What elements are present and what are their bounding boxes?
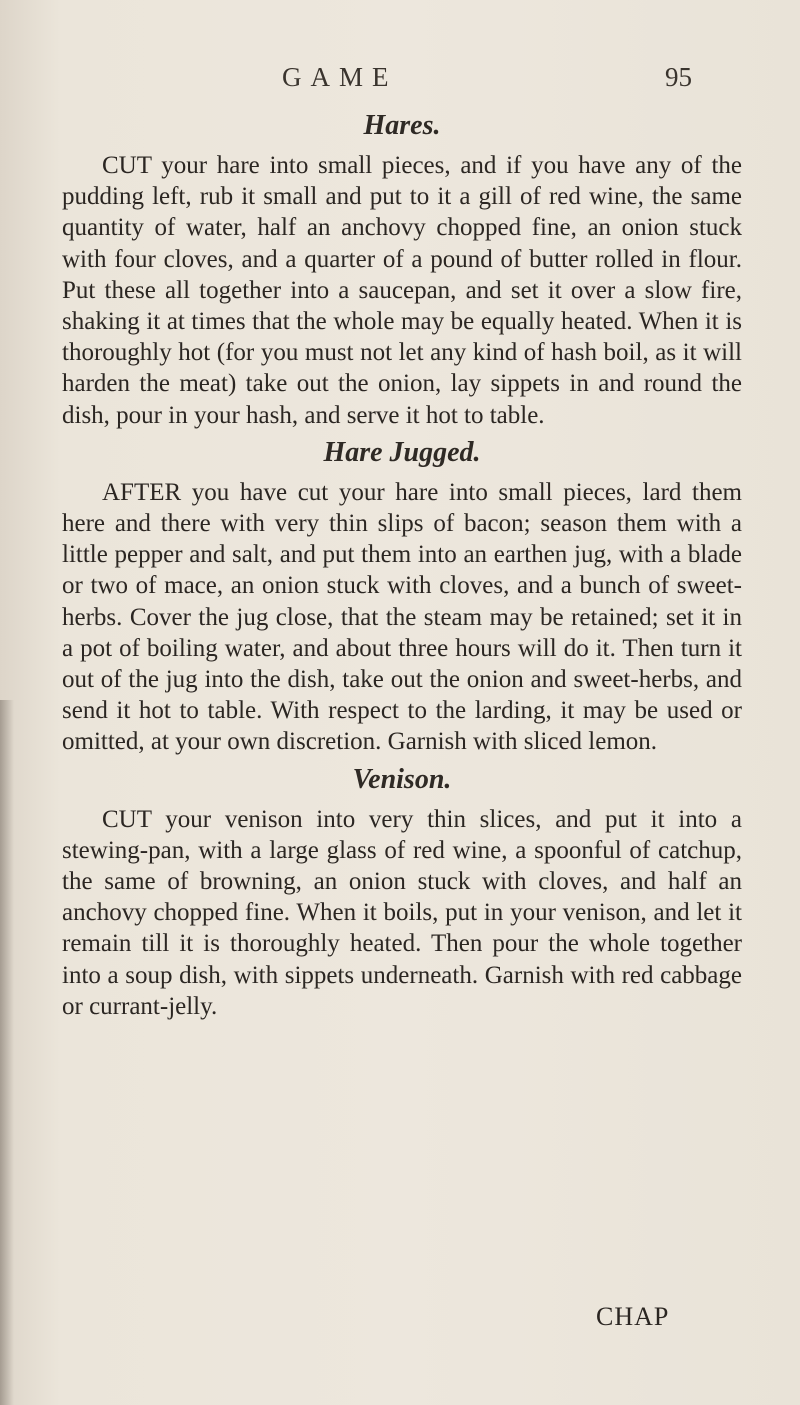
recipe-heading: Venison. — [352, 763, 452, 795]
recipe-text: CUT your venison into very thin slices, and put it into a stewing-pan, with a large glass of red wine, a spoonful of catchup, the same of browning, an onion stuck with cloves, and half an anchovy chopped fine. When it boils, put in your venison, and let it remain till it is thoroughly heated. Then pour the whole together into a soup dish, with sippets underneath. Garnish with red cabbage or currant-jelly. — [62, 805, 742, 1020]
running-head-title: GAME — [282, 62, 398, 92]
recipe-venison — [62, 762, 742, 1022]
recipe-hares — [62, 108, 742, 431]
recipe-hare-jugged — [62, 435, 742, 758]
recipe-heading: Hare Jugged. — [323, 436, 481, 468]
page-content — [62, 108, 742, 1026]
recipe-heading: Hares. — [363, 110, 441, 141]
catchword: CHAP — [596, 1302, 670, 1331]
gutter-shadow — [0, 700, 14, 1405]
page-number: 95 — [665, 62, 692, 92]
recipe-text: CUT your hare into small pieces, and if you have any of the pudding left, rub it small and put to it a gill of red wine, the same quantity of water, half an anchovy chopped fine, an onion stuck with four cloves, and a quarter of a pound of butter rolled in flour. Put these all together into a saucepan, and set it over a slow fire, shaking it at times that the whole may be equally heated. When it is thoroughly hot (for you must not let any kind of hash boil, as it will harden the meat) take out the onion, lay sippets in and round the dish, pour in your hash, and serve it hot to table. — [62, 152, 742, 429]
running-head — [0, 62, 800, 102]
recipe-text: AFTER you have cut your hare into small pieces, lard them here and there with very thin slips of bacon; season them with a little pepper and salt, and put them into an earthen jug, with a blade or two of mace, an onion stuck with cloves, and a bunch of sweet-herbs. Cover the jug close, that the steam may be retained; set it in a pot of boiling water, and about three hours will do it. Then turn it out of the jug into the dish, take out the onion and sweet-herbs, and send it hot to table. With respect to the larding, it may be used or omitted, at your own discretion. Garnish with sliced lemon. — [62, 478, 742, 756]
